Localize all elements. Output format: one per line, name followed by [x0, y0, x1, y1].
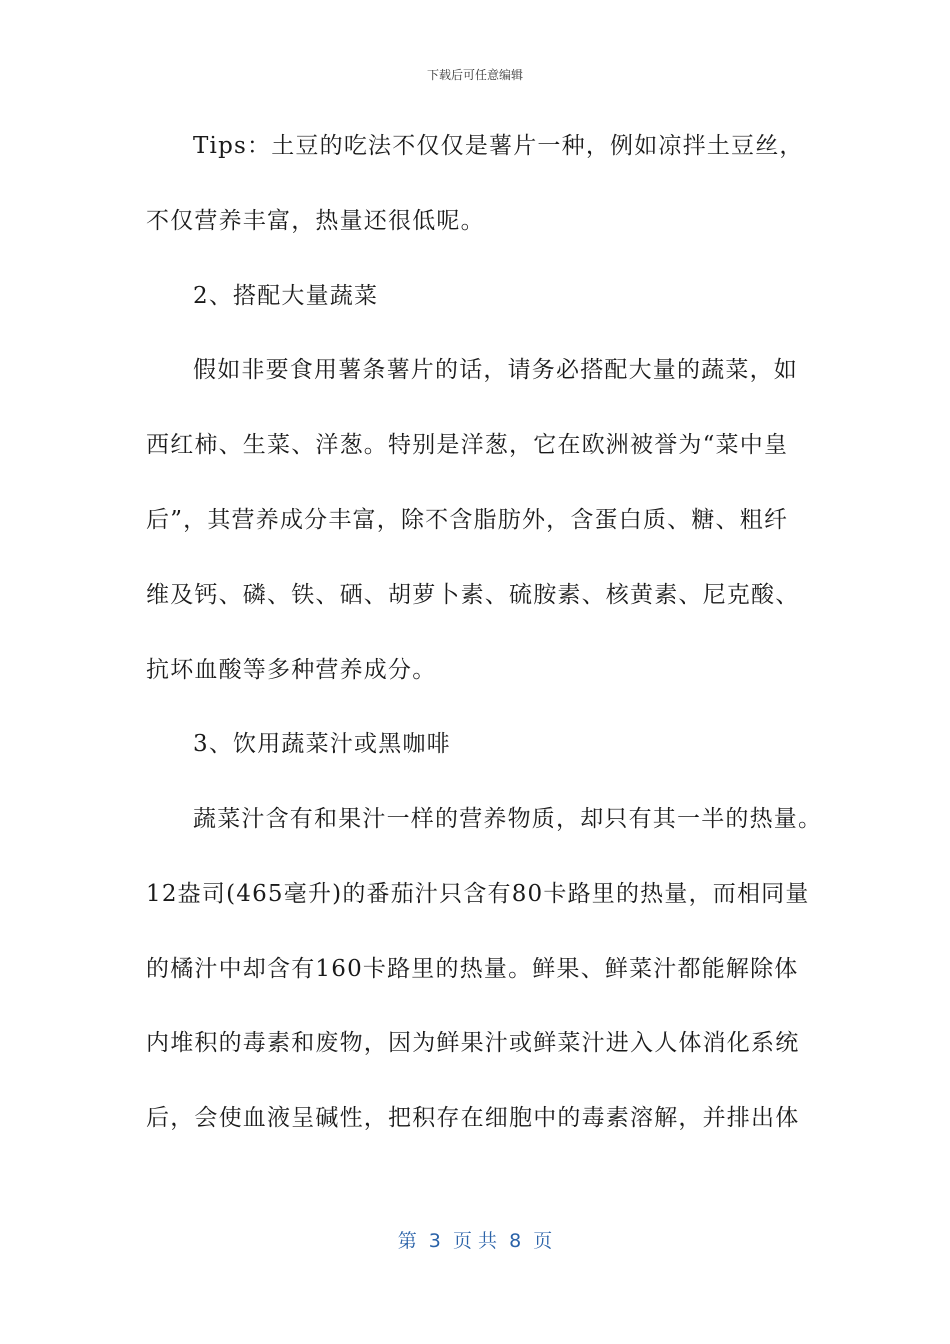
- paragraph-line: 抗坏血酸等多种营养成分。: [146, 657, 437, 683]
- paragraph-line: 12盎司(465毫升)的番茄汁只含有80卡路里的热量，而相同量: [146, 881, 810, 907]
- paragraph-line: 蔬菜汁含有和果汁一样的营养物质，却只有其一半的热量。: [193, 806, 823, 832]
- paragraph-line: 维及钙、磷、铁、硒、胡萝卜素、硫胺素、核黄素、尼克酸、: [146, 582, 800, 608]
- paragraph-line: 后，会使血液呈碱性，把积存在细胞中的毒素溶解，并排出体: [146, 1105, 800, 1131]
- section-heading: 3、饮用蔬菜汁或黑咖啡: [193, 731, 451, 757]
- page-number-footer: 第 3 页 共 8 页: [397, 1230, 553, 1252]
- paragraph-line: 不仅营养丰富，热量还很低呢。: [146, 208, 485, 234]
- paragraph-line: 假如非要食用薯条薯片的话，请务必搭配大量的蔬菜，如: [193, 357, 798, 383]
- paragraph-line: 内堆积的毒素和废物，因为鲜果汁或鲜菜汁进入人体消化系统: [146, 1030, 800, 1056]
- paragraph-line: 的橘汁中却含有160卡路里的热量。鲜果、鲜菜汁都能解除体: [146, 956, 799, 982]
- section-heading: 2、搭配大量蔬菜: [193, 283, 379, 309]
- paragraph-line: 后”，其营养成分丰富，除不含脂肪外，含蛋白质、糖、粗纤: [146, 507, 789, 533]
- paragraph-line: 西红柿、生菜、洋葱。特别是洋葱，它在欧洲被誉为“菜中皇: [146, 432, 789, 458]
- paragraph-line: Tips：土豆的吃法不仅仅是薯片一种，例如凉拌土豆丝，: [193, 133, 804, 159]
- page-header: 下载后可任意编辑: [426, 68, 523, 82]
